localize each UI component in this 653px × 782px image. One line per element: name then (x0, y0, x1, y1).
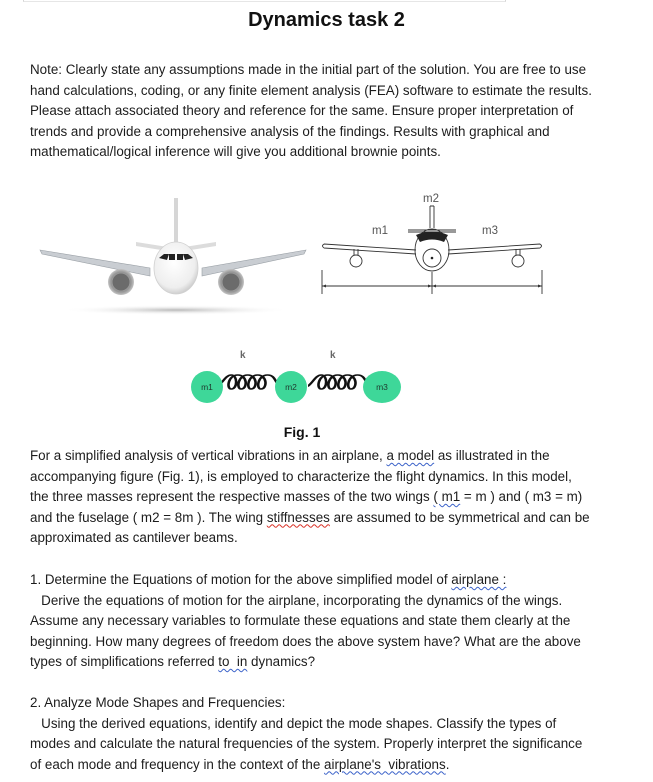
text-run: = m ) and ( m3 = m) (460, 489, 583, 504)
note-line: mathematical/logical inference will give you additional brownie points. (30, 144, 441, 159)
question-2-line: modes and calculate the natural frequencies of the system. Properly interpret the significance (30, 736, 583, 751)
text-run: are assumed to be symmetrical and can be (329, 509, 590, 525)
mass-m3 (363, 371, 401, 403)
note-paragraph (30, 60, 635, 163)
text-run: and the fuselage ( m2 = 8m ). The wing (30, 509, 267, 525)
text-run: . (445, 756, 450, 772)
description-line (30, 487, 635, 508)
mass-m1 (191, 371, 223, 403)
schematic-label-m1: m1 (372, 225, 388, 237)
text-run: of each mode and frequency in the context of the (30, 756, 325, 772)
description-line (30, 508, 635, 529)
description-line: accompanying figure (Fig. 1), is employed to characterize the flight dynamics. In this model, (30, 468, 572, 484)
note-line: Please attach associated theory and reference for the same. Ensure proper interpretation of (30, 103, 574, 118)
note-line: hand calculations, coding, or any finite element analysis (FEA) software to estimate the results. (30, 82, 592, 98)
airplane-schematic-icon (316, 190, 546, 300)
mass-label: m3 (376, 382, 388, 392)
grammar-flag[interactable]: to in (218, 654, 248, 669)
text-run: the three masses represent the respective masses of the two wings (30, 489, 434, 504)
spelling-flag[interactable]: stiffnesses (266, 509, 330, 525)
question-2-line: 2. Analyze Mode Shapes and Frequencies: (30, 695, 286, 710)
text-run: as illustrated in the (434, 448, 550, 463)
mass-label: m2 (285, 382, 297, 392)
text-run: For a simplified analysis of vertical vibrations in an airplane, (30, 448, 387, 463)
schematic-label-m3: m3 (482, 225, 498, 237)
question-1-line (30, 570, 635, 591)
top-border (23, 0, 506, 2)
question-1 (30, 570, 635, 673)
question-2-line: Using the derived equations, identify and depict the mode shapes. Classify the types of (30, 715, 557, 731)
spring-label-k2: k (330, 350, 336, 361)
question-1-line: Assume any necessary variables to formulate these equations and state them clearly at the (30, 613, 571, 628)
question-1-line (30, 652, 635, 673)
question-1-line: Derive the equations of motion for the airplane, incorporating the dynamics of the wings. (30, 592, 563, 608)
spring-label-k1: k (240, 350, 246, 361)
description-line (30, 446, 635, 467)
note-line: Note: Clearly state any assumptions made in the initial part of the solution. You are free to use (30, 62, 587, 77)
airplane-schematic (316, 190, 546, 300)
description-paragraph (30, 446, 635, 549)
text-run: dynamics? (247, 654, 316, 669)
grammar-flag[interactable]: airplane's vibrations (324, 756, 446, 772)
mass-label: m1 (201, 382, 213, 392)
grammar-flag[interactable]: airplane : (451, 572, 507, 587)
figure-caption: Fig. 1 (283, 424, 321, 440)
note-line: trends and provide a comprehensive analysis of the findings. Results with graphical and (30, 123, 550, 139)
mass-spring-model (188, 345, 408, 415)
airplane-photo-icon (38, 192, 308, 322)
mass-m2 (275, 371, 307, 403)
text-run: 1. Determine the Equations of motion for the above simplified model of (30, 572, 452, 587)
question-2 (30, 693, 635, 775)
grammar-flag[interactable]: ( m1 (433, 489, 461, 504)
page-title: Dynamics task 2 (248, 9, 405, 31)
description-line: approximated as cantilever beams. (30, 530, 238, 545)
grammar-flag[interactable]: a model (386, 448, 435, 463)
schematic-label-m2: m2 (423, 193, 439, 205)
question-2-line (30, 755, 635, 776)
question-1-line: beginning. How many degrees of freedom does the above system have? What are the above (30, 633, 581, 649)
airplane-photo (38, 192, 308, 322)
text-run: types of simplifications referred (30, 654, 219, 669)
